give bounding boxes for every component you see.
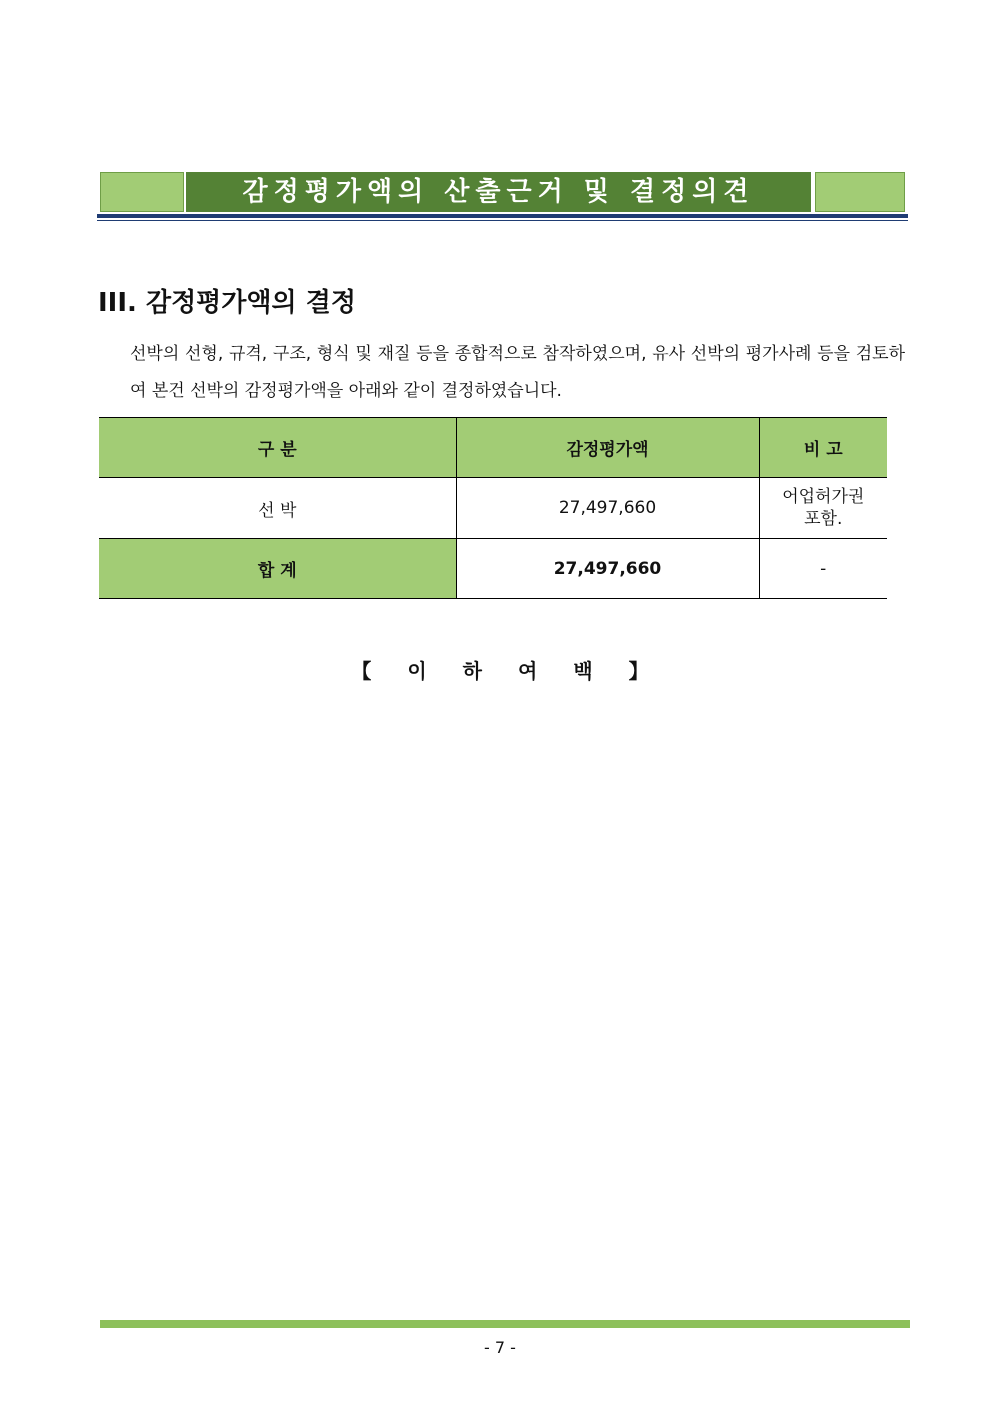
table-total-row [99, 539, 887, 599]
total-note: - [759, 539, 887, 599]
header-banner [100, 172, 905, 212]
end-of-content-mark [0, 655, 1000, 684]
table-row [99, 478, 887, 539]
header-amount: 감정평가액 [456, 418, 759, 478]
end-mark-open-bracket: 【 [351, 659, 372, 683]
page-number: - 7 - [484, 1338, 516, 1357]
end-mark-char: 이 [407, 659, 427, 683]
total-label: 합 계 [99, 539, 456, 599]
header-note: 비 고 [759, 418, 887, 478]
banner-left-block [100, 172, 184, 212]
table-header-row [99, 418, 887, 478]
row-category: 선 박 [99, 478, 456, 539]
end-mark-close-bracket: 】 [628, 659, 649, 683]
end-mark-char: 백 [573, 659, 593, 683]
footer-bar [100, 1320, 910, 1328]
section-paragraph: 선박의 선형, 규격, 구조, 형식 및 재질 등을 종합적으로 참작하였으며, 유사 선박의 평가사례 등을 검토하여 본건 선박의 감정평가액을 아래와 같이 결정하였습니다. [130, 344, 905, 401]
total-amount: 27,497,660 [456, 539, 759, 599]
end-mark-char: 여 [518, 659, 538, 683]
end-mark-char: 하 [462, 659, 482, 683]
header-rule-thin [97, 220, 908, 221]
row-note-line2: 포함. [804, 509, 843, 529]
row-note-line1: 어업허가권 [782, 487, 865, 507]
row-note [759, 478, 887, 539]
banner-title: 감정평가액의 산출근거 및 결정의견 [186, 172, 811, 212]
valuation-table [99, 417, 887, 599]
header-rule-thick [97, 214, 908, 218]
banner-right-block [815, 172, 905, 212]
header-category: 구 분 [99, 418, 456, 478]
row-amount: 27,497,660 [456, 478, 759, 539]
section-title: III. 감정평가액의 결정 [98, 288, 356, 318]
